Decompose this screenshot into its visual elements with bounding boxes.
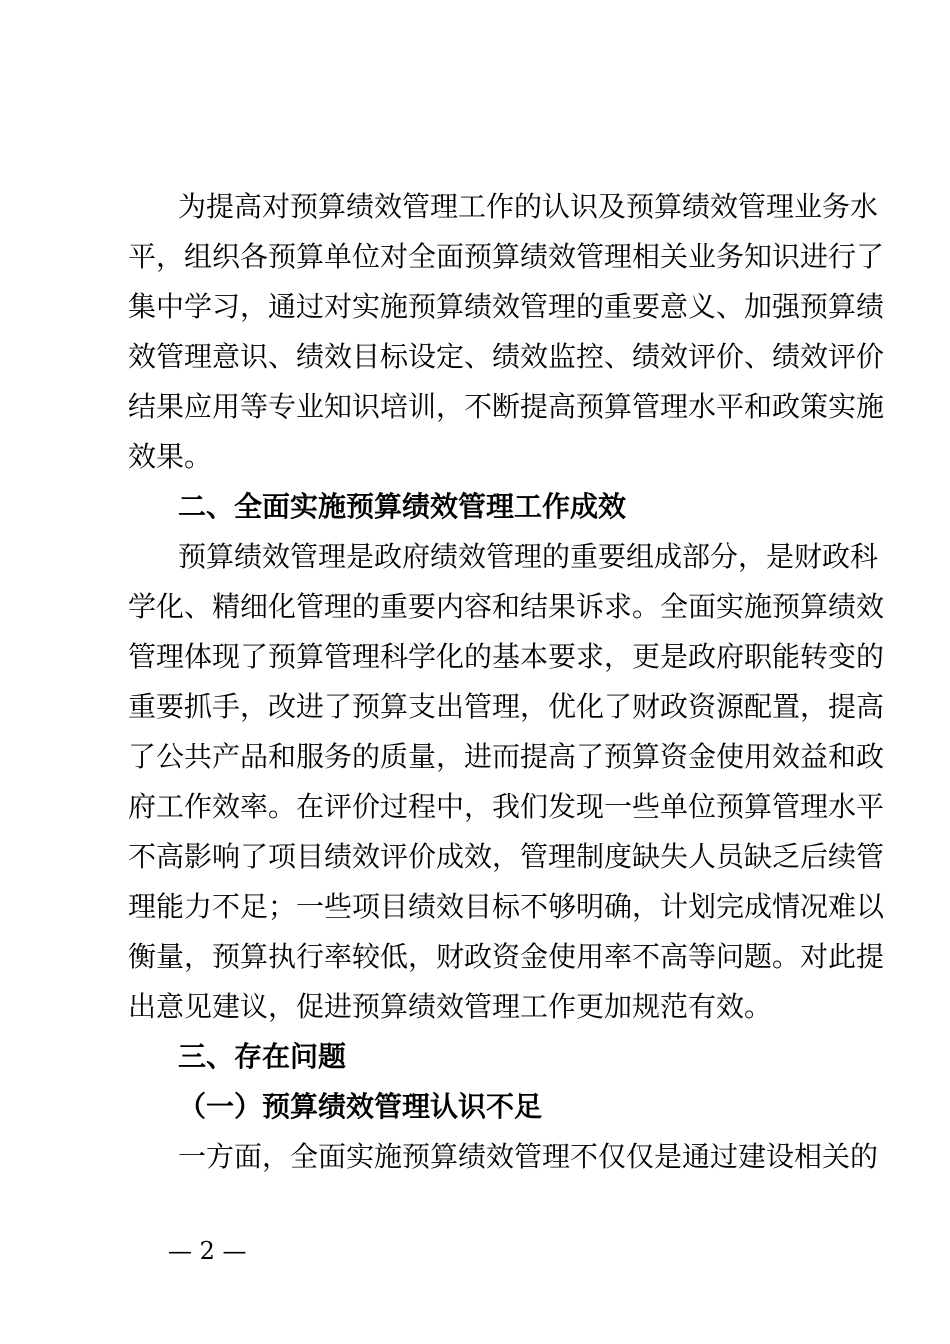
paragraph-line: 管理体现了预算管理科学化的基本要求，更是政府职能转变的 <box>128 640 885 673</box>
paragraph-line: 为提高对预算绩效管理工作的认识及预算绩效管理业务水 <box>178 190 879 223</box>
section-heading: 三、存在问题 <box>178 1040 347 1073</box>
paragraph-line: 一方面，全面实施预算绩效管理不仅仅是通过建设相关的 <box>178 1140 879 1173</box>
paragraph-line: 结果应用等专业知识培训，不断提高预算管理水平和政策实施 <box>128 390 885 423</box>
paragraph-line: 府工作效率。在评价过程中，我们发现一些单位预算管理水平 <box>128 790 885 823</box>
section-heading: 二、全面实施预算绩效管理工作成效 <box>178 490 627 523</box>
paragraph-line: 衡量，预算执行率较低，财政资金使用率不高等问题。对此提 <box>128 940 885 973</box>
paragraph-line: 学化、精细化管理的重要内容和结果诉求。全面实施预算绩效 <box>128 590 885 623</box>
page-number: — 2 — <box>168 1237 247 1265</box>
paragraph-line: 重要抓手，改进了预算支出管理，优化了财政资源配置，提高 <box>128 690 885 723</box>
paragraph-line: 预算绩效管理是政府绩效管理的重要组成部分，是财政科 <box>178 540 879 573</box>
paragraph-line: 效果。 <box>128 440 213 473</box>
paragraph-line: 平，组织各预算单位对全面预算绩效管理相关业务知识进行了 <box>128 240 885 273</box>
subsection-heading: （一）预算绩效管理认识不足 <box>178 1090 543 1123</box>
paragraph-line: 了公共产品和服务的质量，进而提高了预算资金使用效益和政 <box>128 740 885 773</box>
paragraph-line: 效管理意识、绩效目标设定、绩效监控、绩效评价、绩效评价 <box>128 340 885 373</box>
paragraph-line: 不高影响了项目绩效评价成效，管理制度缺失人员缺乏后续管 <box>128 840 885 873</box>
paragraph-line: 集中学习，通过对实施预算绩效管理的重要意义、加强预算绩 <box>128 290 885 323</box>
paragraph-line: 理能力不足；一些项目绩效目标不够明确，计划完成情况难以 <box>128 890 885 923</box>
paragraph-line: 出意见建议，促进预算绩效管理工作更加规范有效。 <box>128 990 773 1023</box>
